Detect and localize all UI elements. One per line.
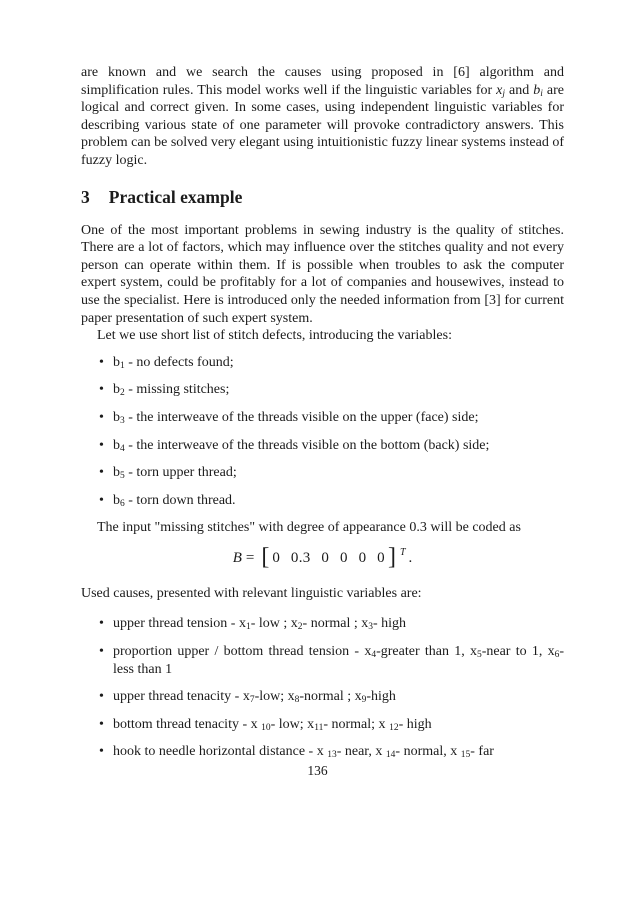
list-item-defect-b2: • $b_2$ - missing stitches; [81, 381, 564, 399]
page-number: 136 [307, 763, 328, 778]
list-item-cause-bottom-tenacity: • bottom thread tenacity - x $_{10}$- low; $x_{11}-$ normal; x $_{12}$- high [81, 716, 564, 734]
formula-entries: 0 0.3 0 0 0 0 [272, 549, 385, 566]
list-item-defect-b4: • $b_4$ - the interweave of the threads visible on the bottom (back) side; [81, 437, 564, 455]
formula-B-vector [81, 545, 564, 571]
coding-paragraph: The input "missing stitches" with degree of appearance 0.3 will be coded as [97, 520, 521, 536]
formula-left-bracket: [ [261, 543, 270, 570]
list-item-cause-proportion: • proportion upper / bottom thread tension - $x_4$-greater than 1, $x_5$-near to 1, $x_6-$ less than 1 [81, 643, 564, 678]
defects-intro: Let we use short list of stitch defects, introducing the variables: [97, 328, 452, 344]
list-item-defect-b1: • $b_1$ - no defects found; [81, 354, 564, 372]
page-content [81, 64, 564, 771]
formula-transpose-superscript: T [399, 546, 406, 558]
body-paragraph: One of the most important problems in sewing industry is the quality of stitches. There are a lot of factors, which may influence over the stitches quality and not every person can operate within them. If is possible when troubles to ask the computer expert system, could be profitably for a lot of companies and housewives, instead to use the specialist. Here is introduced only the needed information from [3] for current paper presentation of such expert system. [81, 222, 564, 326]
list-item-defect-b3: • $b_3$ - the interweave of the threads visible on the upper (face) side; [81, 409, 564, 427]
defects-list [81, 354, 564, 510]
formula-equals: = [245, 549, 255, 566]
list-item-cause-upper-tenacity: • upper thread tenacity - $x_7$-low; $x_8$-normal ; $x_9$-high [81, 688, 564, 706]
list-item-cause-tension: • upper thread tension - $x_1-$ low ; $x_2-$ normal ; $x_3-$ high [81, 615, 564, 633]
causes-intro: Used causes, presented with relevant linguistic variables are: [81, 585, 422, 601]
formula-period: . [408, 549, 413, 566]
causes-list [81, 615, 564, 761]
intro-paragraph: are known and we search the causes using proposed in [6] algorithm and simplification rules. This model works well if the linguistic variables for $x_j$ and $b_i$ are logical and correct given. In some cases, using independent linguistic variables for describing various state of one parameter will provoke contradictory answers. This problem can be solved very elegant using intuitionistic fuzzy linear systems instead of fuzzy logic. [81, 65, 564, 168]
section-number: 3 [81, 186, 90, 207]
formula-right-bracket: ] [387, 543, 396, 570]
section-heading [81, 186, 564, 208]
formula-lhs: B [232, 549, 242, 566]
section-title: Practical example [108, 186, 243, 207]
list-item-defect-b6: • $b_6$ - torn down thread. [81, 492, 564, 510]
list-item-defect-b5: • $b_5$ - torn upper thread; [81, 464, 564, 482]
list-item-cause-hook-distance: • hook to needle horizontal distance - x $_{13}$- near, x $_{14}$- normal, x $_{15}$- far [81, 743, 564, 761]
